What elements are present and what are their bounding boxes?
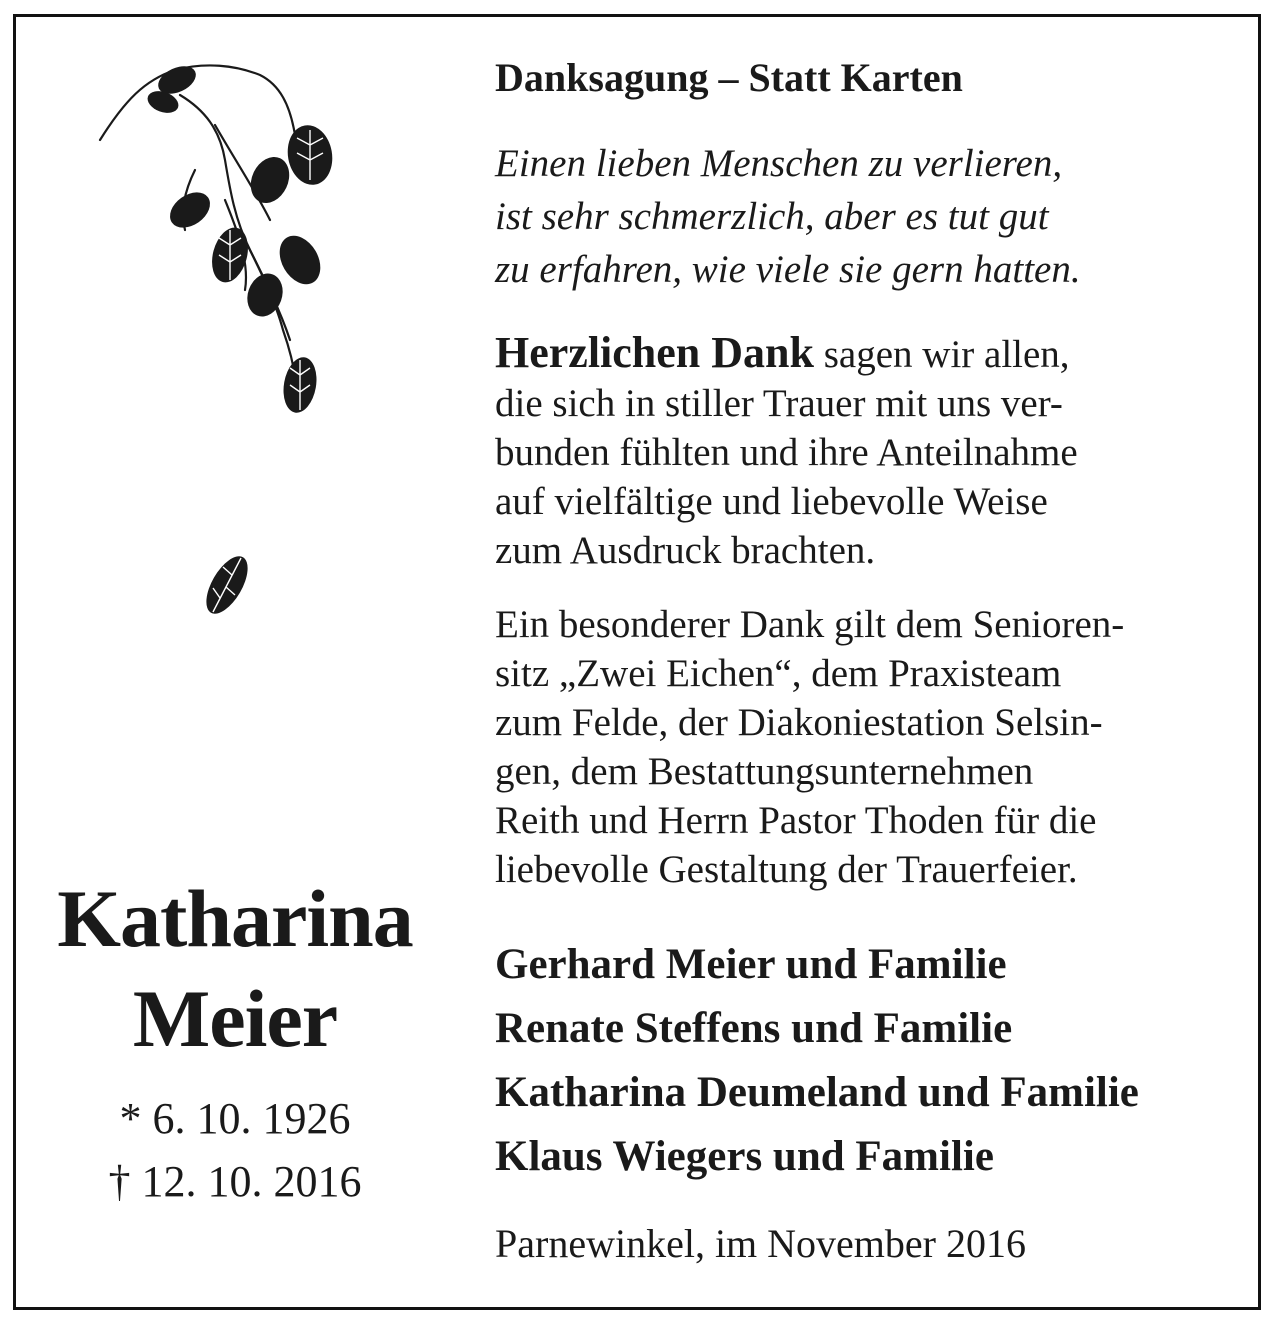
deceased-last-name: Meier xyxy=(132,973,338,1064)
poem-line: ist sehr schmerzlich, aber es tut gut xyxy=(495,195,1049,238)
special-thanks-line: sitz „Zwei Eichen“, dem Praxisteam xyxy=(495,652,1062,695)
family-signatures xyxy=(495,933,1235,1189)
notice-heading: Danksagung – Statt Karten xyxy=(495,55,963,100)
thanks-line: auf vielfältige und liebevolle Weise xyxy=(495,480,1048,523)
special-thanks-paragraph xyxy=(495,600,1235,894)
family-name: Klaus Wiegers und Familie xyxy=(495,1133,994,1180)
thanks-line: zum Ausdruck brachten. xyxy=(495,529,876,572)
thanks-first-line xyxy=(495,328,1235,379)
family-name: Renate Steffens und Familie xyxy=(495,1005,1013,1052)
thanks-line: sagen wir allen, xyxy=(813,333,1070,376)
birch-branch-icon xyxy=(85,50,355,640)
death-date: † 12. 10. 2016 xyxy=(108,1157,362,1206)
family-name: Katharina Deumeland und Familie xyxy=(495,1069,1139,1116)
poem-line: Einen lieben Menschen zu verlieren, xyxy=(495,142,1063,185)
special-thanks-line: gen, dem Bestattungsunternehmen xyxy=(495,750,1034,793)
thanks-line: bunden fühlten und ihre Anteilnahme xyxy=(495,431,1078,474)
special-thanks-line: Reith und Herrn Pastor Thoden für die xyxy=(495,799,1097,842)
deceased-first-name: Katharina xyxy=(57,873,413,964)
special-thanks-line: zum Felde, der Diakoniestation Selsin- xyxy=(495,701,1103,744)
poem xyxy=(495,137,1235,296)
poem-line: zu erfahren, wie viele sie gern hatten. xyxy=(495,248,1081,291)
thanks-lead: Herzlichen Dank xyxy=(495,328,814,377)
thanks-paragraph xyxy=(495,328,1235,575)
place-and-date: Parnewinkel, im November 2016 xyxy=(495,1221,1026,1266)
special-thanks-line: Ein besonderer Dank gilt dem Senioren- xyxy=(495,603,1125,646)
special-thanks-line: liebevolle Gestaltung der Trauerfeier. xyxy=(495,848,1078,891)
thanks-line: die sich in stiller Trauer mit uns ver- xyxy=(495,382,1063,425)
family-name: Gerhard Meier und Familie xyxy=(495,941,1007,988)
birth-date: * 6. 10. 1926 xyxy=(119,1094,351,1143)
